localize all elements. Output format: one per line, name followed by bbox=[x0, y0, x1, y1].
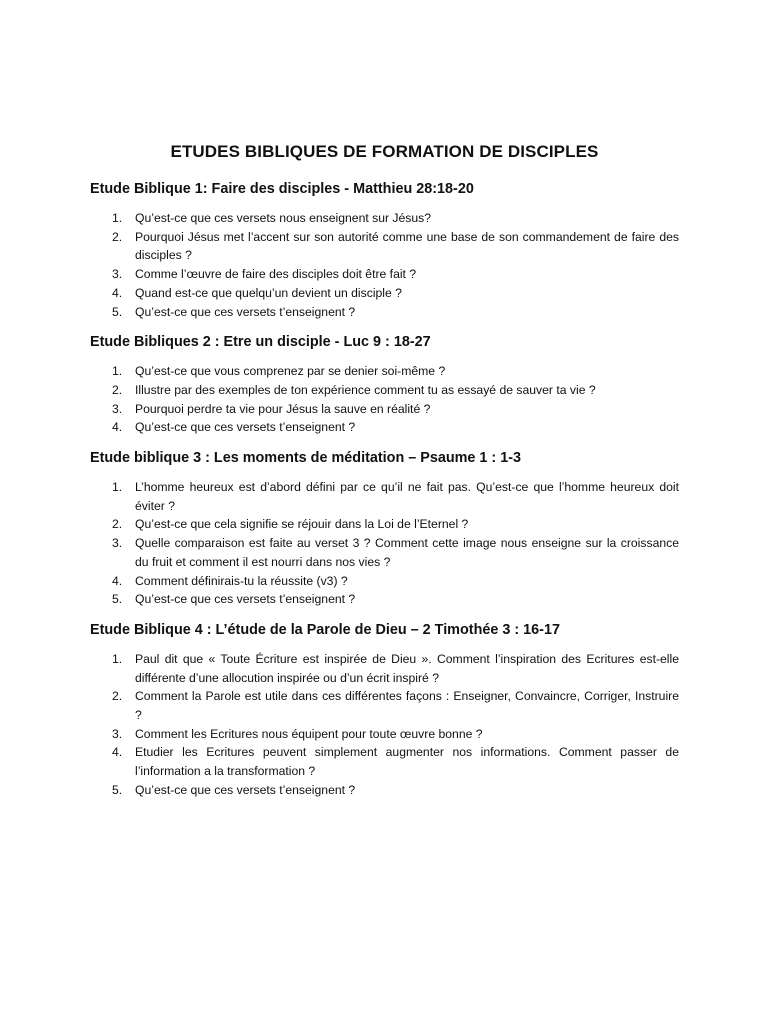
question-item bbox=[90, 303, 679, 322]
document-title: ETUDES BIBLIQUES DE FORMATION DE DISCIPLES bbox=[170, 142, 599, 161]
question-text: Quand est-ce que quelqu’un devient un disciple ? bbox=[135, 285, 402, 300]
question-item bbox=[90, 381, 679, 400]
section-heading: Etude Bibliques 2 : Etre un disciple - Luc 9 : 18-27 bbox=[90, 334, 431, 351]
question-text: Etudier les Ecritures peuvent simplement augmenter nos informations. Comment passer de l’information a la transformation ? bbox=[135, 745, 679, 779]
question-list bbox=[90, 650, 679, 800]
question-list bbox=[90, 362, 679, 437]
question-item bbox=[90, 418, 679, 437]
question-item bbox=[90, 284, 679, 303]
question-text: Pourquoi perdre ta vie pour Jésus la sauve en réalité ? bbox=[135, 401, 431, 416]
question-text: Pourquoi Jésus met l’accent sur son autorité comme une base de son commandement de faire des disciples ? bbox=[135, 229, 679, 263]
question-number: 4. bbox=[112, 745, 123, 760]
question-item bbox=[90, 590, 679, 609]
study-section-4 bbox=[90, 620, 679, 800]
study-section-1 bbox=[90, 179, 679, 321]
question-number: 5. bbox=[112, 304, 123, 319]
question-number: 2. bbox=[112, 689, 123, 704]
question-item bbox=[90, 228, 679, 265]
question-text: Qu’est-ce que ces versets t’enseignent ? bbox=[135, 592, 356, 607]
question-text: L’homme heureux est d’abord défini par ce qu’il ne fait pas. Qu’est-ce que l’homme heureux doit éviter ? bbox=[135, 480, 679, 513]
question-number: 1. bbox=[112, 651, 123, 666]
question-list bbox=[90, 209, 679, 321]
question-number: 4. bbox=[112, 420, 123, 435]
question-text: Comment les Ecritures nous équipent pour toute œuvre bonne ? bbox=[135, 726, 483, 741]
question-number: 3. bbox=[112, 726, 123, 741]
question-list bbox=[90, 478, 679, 609]
question-text: Qu’est-ce que vous comprenez par se denier soi-même ? bbox=[135, 364, 446, 379]
section-heading: Etude Biblique 4 : L’étude de la Parole de Dieu – 2 Timothée 3 : 16-17 bbox=[90, 621, 560, 638]
question-text: Illustre par des exemples de ton expérience comment tu as essayé de sauver ta vie ? bbox=[135, 382, 596, 397]
question-text: Comme l’œuvre de faire des disciples doit être fait ? bbox=[135, 267, 417, 282]
question-text: Qu’est-ce que ces versets t’enseignent ? bbox=[135, 304, 356, 319]
question-text: Qu’est-ce que cela signifie se réjouir dans la Loi de l’Eternel ? bbox=[135, 517, 469, 532]
question-number: 2. bbox=[112, 229, 123, 244]
question-number: 3. bbox=[112, 401, 123, 416]
question-item bbox=[90, 687, 679, 724]
question-item bbox=[90, 265, 679, 284]
study-section-3 bbox=[90, 448, 679, 609]
question-text: Qu’est-ce que ces versets t’enseignent ? bbox=[135, 420, 356, 435]
study-section-2 bbox=[90, 332, 679, 437]
question-item bbox=[90, 650, 679, 687]
question-item bbox=[90, 743, 679, 780]
question-number: 2. bbox=[112, 517, 123, 532]
question-number: 1. bbox=[112, 211, 123, 225]
question-text: Qu’est-ce que ces versets nous enseignent sur Jésus? bbox=[135, 211, 432, 225]
question-text: Comment définirais-tu la réussite (v3) ? bbox=[135, 573, 348, 588]
question-text: Paul dit que « Toute Écriture est inspirée de Dieu ». Comment l’inspiration des Ecritures est-elle différente d’une allocution inspirée ou d’un écrit inspiré ? bbox=[135, 651, 679, 685]
question-item bbox=[90, 478, 679, 515]
question-item bbox=[90, 781, 679, 800]
question-number: 1. bbox=[112, 480, 123, 495]
question-item bbox=[90, 515, 679, 534]
question-number: 5. bbox=[112, 782, 123, 797]
question-number: 5. bbox=[112, 592, 123, 607]
section-heading: Etude Biblique 1: Faire des disciples - Matthieu 28:18-20 bbox=[90, 181, 474, 197]
question-number: 2. bbox=[112, 382, 123, 397]
question-text: Qu’est-ce que ces versets t’enseignent ? bbox=[135, 782, 356, 797]
question-text: Comment la Parole est utile dans ces différentes façons : Enseigner, Convaincre, Corriger, Instruire ? bbox=[135, 689, 679, 723]
question-item bbox=[90, 572, 679, 591]
question-number: 1. bbox=[112, 364, 123, 379]
question-number: 3. bbox=[112, 536, 123, 551]
question-item bbox=[90, 209, 679, 228]
section-heading: Etude biblique 3 : Les moments de méditation – Psaume 1 : 1-3 bbox=[90, 450, 522, 467]
question-item bbox=[90, 400, 679, 419]
question-item bbox=[90, 534, 679, 571]
question-number: 4. bbox=[112, 285, 123, 300]
question-number: 4. bbox=[112, 573, 123, 588]
question-number: 3. bbox=[112, 267, 123, 282]
question-item bbox=[90, 725, 679, 744]
question-text: Quelle comparaison est faite au verset 3 ? Comment cette image nous enseigne sur la croissance du fruit et comment il est nourri dans nos vies ? bbox=[135, 536, 679, 569]
question-item bbox=[90, 362, 679, 381]
